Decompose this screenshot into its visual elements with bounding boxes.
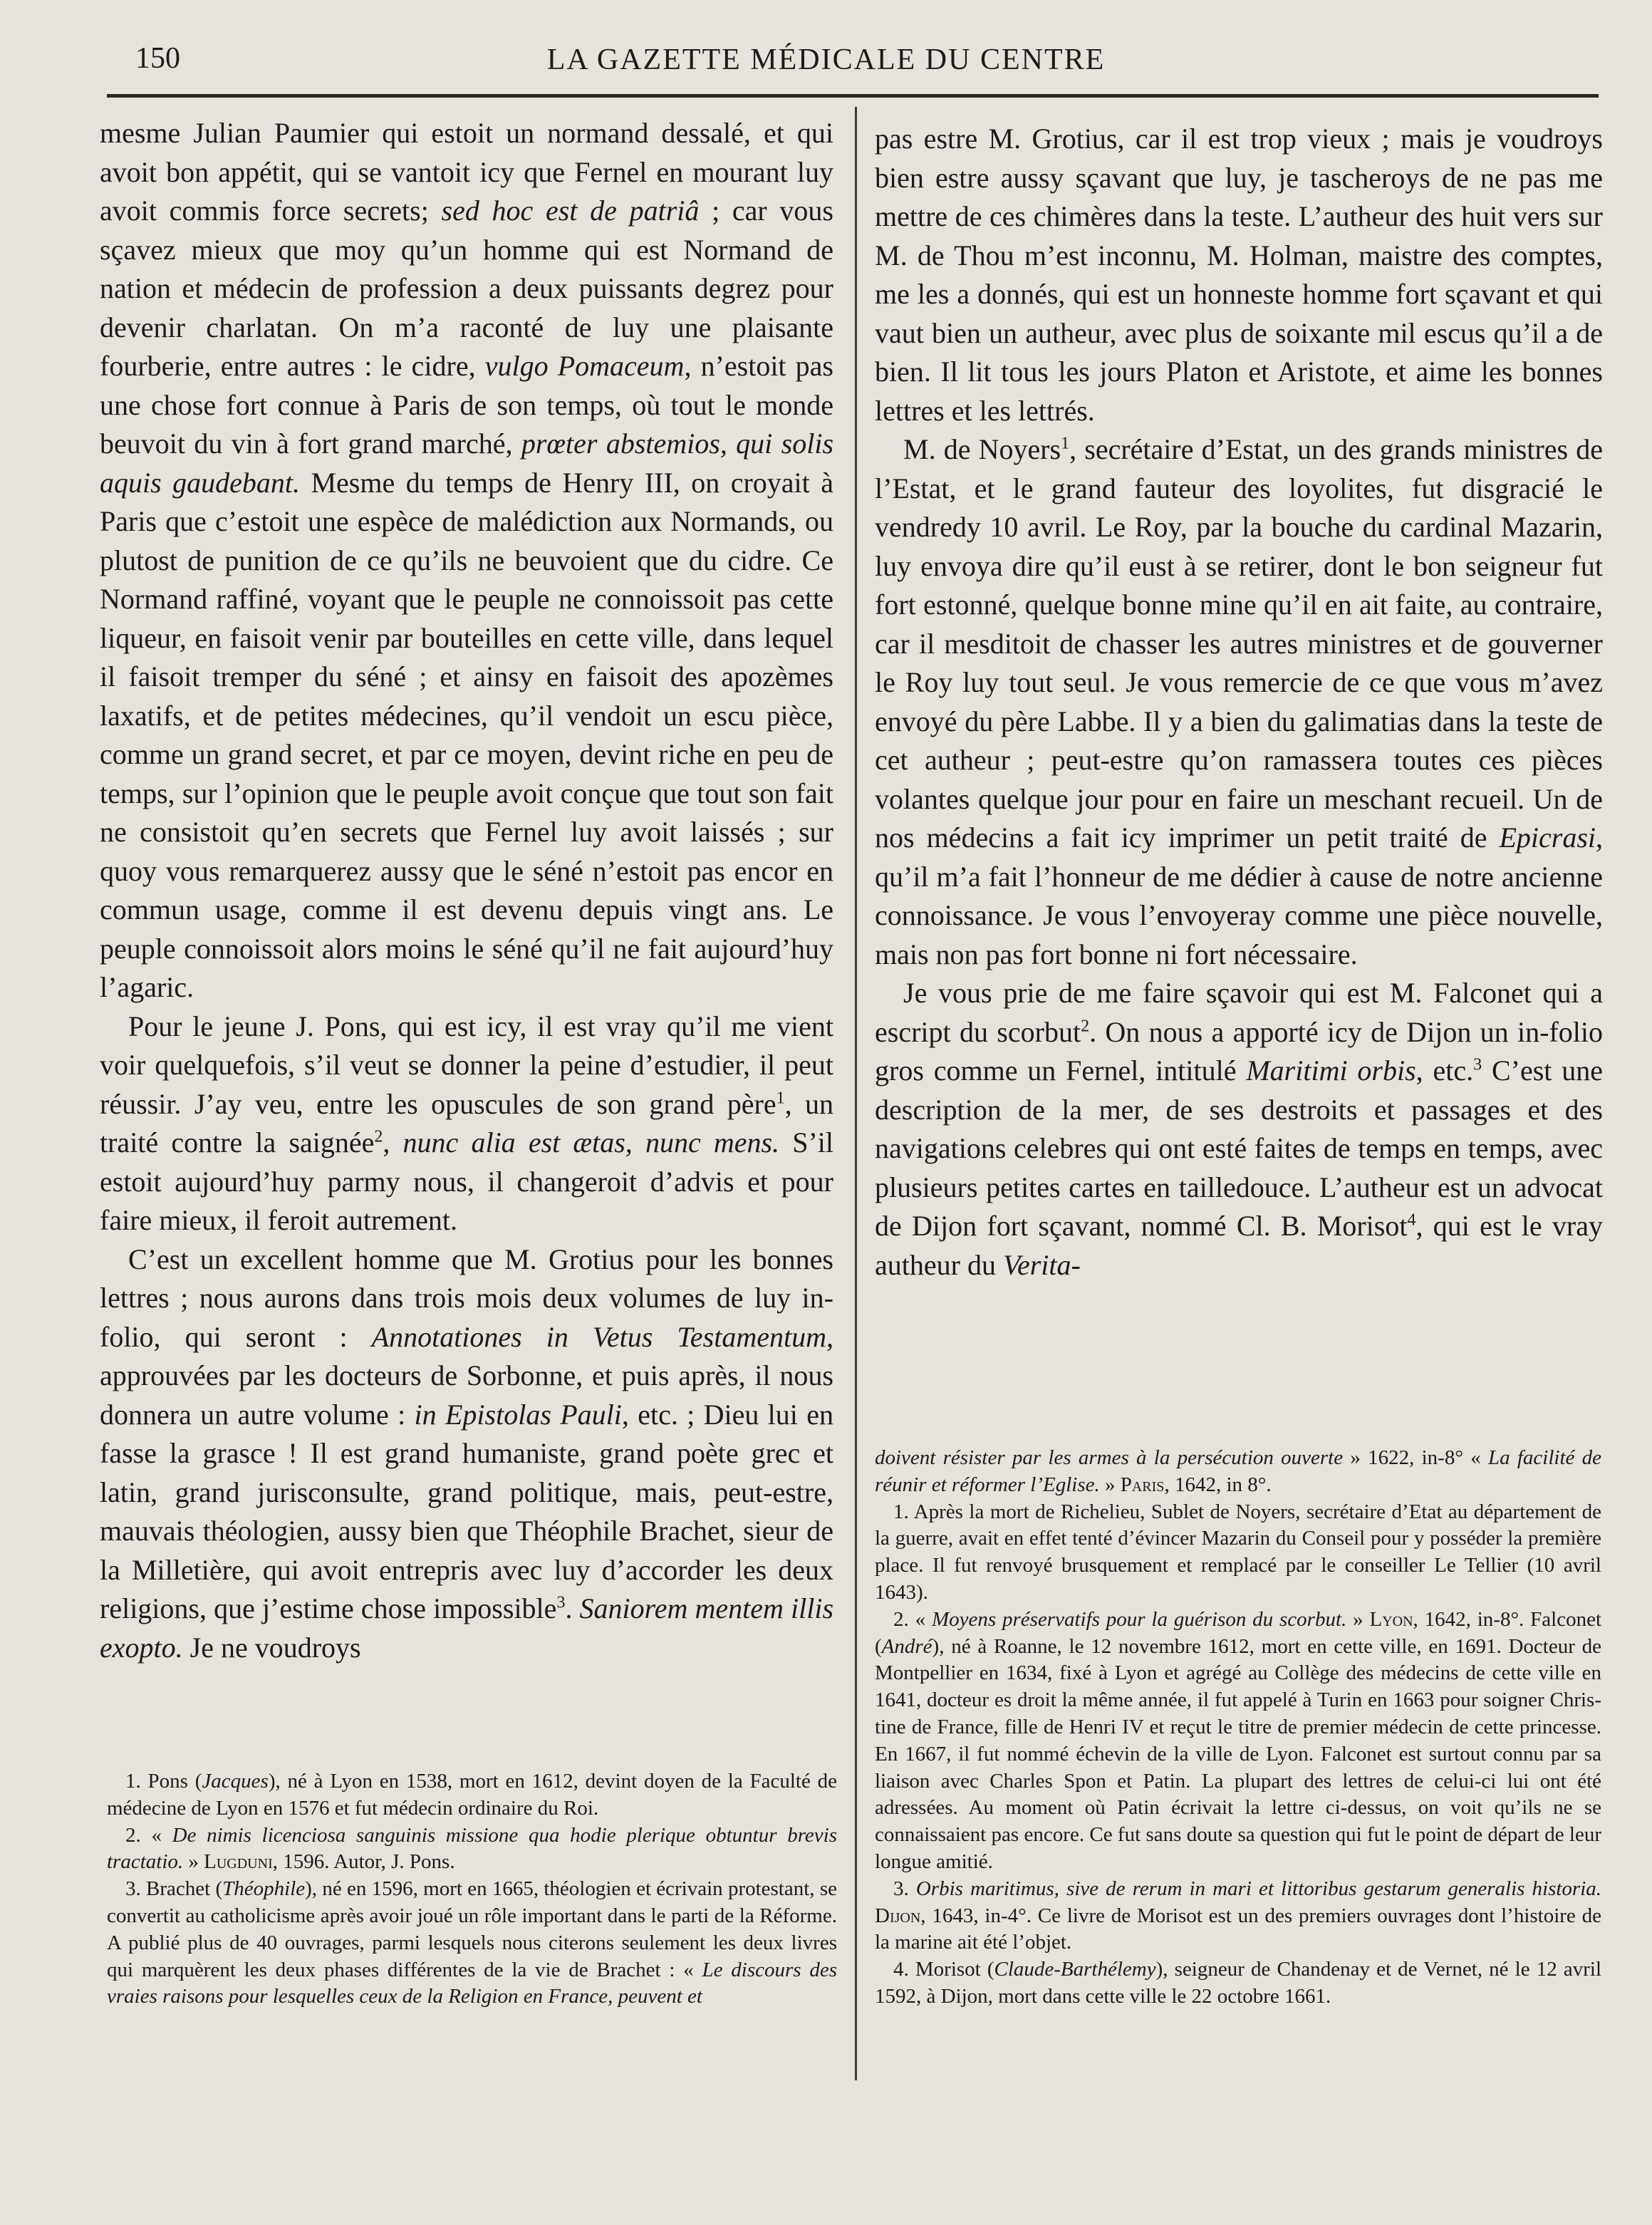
text-run: doivent résister par les armes à la persécution ouverte bbox=[875, 1446, 1344, 1469]
text-run: La facilité de réunir et réformer l’Eglise. bbox=[875, 1446, 1601, 1496]
footnote bbox=[875, 1876, 1601, 1956]
text-run: C’est un excellent homme que M. Grotius pour les bonnes lettres ; nous aurons dans trois mois deux volumes de luy in-folio, qui seront : bbox=[100, 1243, 833, 1353]
footnote bbox=[875, 1445, 1601, 1499]
right-footnotes bbox=[875, 1445, 1601, 2011]
text-run: , approuvées par les docteurs de Sorbonne, et puis après, il nous donnera un autre volume : bbox=[100, 1320, 834, 1431]
text-run: . bbox=[565, 1592, 580, 1624]
column-divider bbox=[855, 107, 857, 2080]
text-run: , 1596. Autor, J. Pons. bbox=[272, 1850, 455, 1874]
text-run: ), né en 1596, mort en 1665, théologien et écrivain protestant, se convertit au catholicisme après avoir joué un rôle important dans le parti de la Réforme. A publié plus de 40 ouvrages, parmi lesquels nous citerons seulement les deux livres qui marquèrent les deux phases différentes de la vie de Brachet : « bbox=[107, 1877, 837, 1981]
text-run: Lugduni bbox=[204, 1850, 273, 1874]
text-run: Saniorem mentem illis exopto. bbox=[100, 1592, 834, 1664]
text-run: Je vous prie de me faire sçavoir qui est M. Falconet qui a escript du scorbut bbox=[875, 977, 1603, 1048]
footnote-marker: 3 bbox=[1473, 1055, 1482, 1074]
text-run: pas estre M. Grotius, car il est trop vieux ; mais je voudroys bien estre aussy sçavant que luy, je tascheroys de ne pas me mettre de ces chimères dans la teste. L’autheur des huit vers sur M. de Thou m’est inconnu, M. Holman, maistre des comptes, me les a donnés, qui est un honneste homme fort sçavant et qui vaut bien un autheur, avec plus de soixante mil escus qu’il a de bien. Il lit tous les jours Platon et Aristote, et aime les bonnes lettres et les lettrés. bbox=[875, 123, 1603, 427]
text-run: vulgo Pomaceum bbox=[484, 350, 685, 382]
text-run: , 1642, in 8°. bbox=[1164, 1473, 1272, 1496]
text-run: Verita- bbox=[1002, 1248, 1081, 1281]
footnote-marker: 4 bbox=[1407, 1210, 1416, 1230]
text-run: » bbox=[1099, 1473, 1121, 1496]
text-run: 3. Brachet ( bbox=[125, 1877, 223, 1901]
text-run: M. de Noyers bbox=[903, 433, 1061, 465]
text-run: C’est une description de la mer, de ses destroits et passages et des navigations celebres qui ont esté faites de temps en temps, avec plusieurs petites cartes en tailledouce. L’autheur est un advocat de Dijon fort sçavant, nommé Cl. B. Morisot bbox=[875, 1054, 1604, 1242]
text-run: ), né à Lyon en 1538, mort en 1612, devint doyen de la Faculté de médecine de Lyon en 1576 et fut médecin ordinaire du Roi. bbox=[107, 1770, 837, 1820]
text-run: prœter abstemios, qui solis aquis gaudebant. bbox=[100, 427, 834, 499]
text-run: , etc. bbox=[1415, 1054, 1474, 1086]
text-run: Orbis maritimus, sive de rerum in mari et littoribus gestarum generalis historia. bbox=[915, 1877, 1601, 1900]
footnote bbox=[875, 1956, 1601, 2011]
text-run: André bbox=[881, 1634, 933, 1658]
footnote bbox=[107, 1768, 837, 1822]
footnote-marker: 2 bbox=[1081, 1017, 1090, 1036]
text-run: S’il estoit aujourd’huy parmy nous, il changeroit d’advis et pour faire mieux, il feroit autrement. bbox=[100, 1126, 834, 1236]
footnote bbox=[107, 1822, 837, 1877]
running-title: LA GAZETTE MÉDICALE DU CENTRE bbox=[546, 43, 1106, 76]
text-run: » 1622, in-8° « bbox=[1343, 1446, 1488, 1469]
text-run: , qu’il m’a fait l’honneur de me dédier à cause de notre ancienne connoissance. Je vous l’envoyeray comme une pièce nouvelle, mais non pas fort bonne ni fort nécessaire. bbox=[875, 821, 1603, 970]
text-run: Maritimi orbis bbox=[1246, 1054, 1416, 1086]
text-run: ), seigneur de Chandenay et de Vernet, né le 12 avril 1592, à Dijon, mort dans cette ville le 22 octobre 1661. bbox=[875, 1958, 1601, 2008]
paragraph bbox=[100, 114, 833, 1007]
text-run: in Epistolas Pauli bbox=[414, 1398, 622, 1431]
paragraph bbox=[100, 1007, 833, 1240]
footnote-marker: 3 bbox=[556, 1593, 566, 1612]
footnote bbox=[107, 1876, 837, 2011]
text-run: nunc alia est ætas, nunc mens. bbox=[402, 1126, 780, 1158]
text-run: ; car vous sçavez mieux que moy qu’un homme qui est Normand de nation et médecin de profession a deux puissants degrez pour devenir charlatan. On m’a raconté de luy une plaisante fourberie, entre autres : le cidre, bbox=[100, 195, 833, 382]
text-run: 1. Après la mort de Richelieu, Sublet de Noyers, secrétaire d’Etat au département de la guerre, avait en effet tenté d’évincer Mazarin du Conseil pour y posséder la première place. Il fut renvoyé brusquement et remplacé par le conseiller Le Tellier (10 avril 1643). bbox=[875, 1500, 1601, 1604]
text-run: 1. Pons ( bbox=[125, 1770, 202, 1793]
text-run: Le discours des vraies raisons pour lesquelles ceux de la Religion en France, peuvent et bbox=[107, 1958, 837, 2008]
text-run: Lyon bbox=[1369, 1607, 1413, 1631]
text-run: » bbox=[1346, 1607, 1370, 1631]
text-run: . On nous a apporté icy de Dijon un in-folio gros comme un Fernel, intitulé bbox=[875, 1015, 1603, 1086]
text-run: ), né à Roanne, le 12 novembre 1612, mort en cette ville, en 1691. Docteur de Montpellier en 1634, fixé à Lyon et agrégé au Collège des médecins de cette ville en 1641, docteur es droit la même année, il fut appelé à Turin en 1663 pour soigner Christine de France, fille de Henri IV et reçut le titre de premier médecin de cette princesse. En 1667, il fut nommé échevin de la ville de Lyon. Falconet est surtout connu par sa liaison avec Charles Spon et Patin. La plupart des lettres de celui-ci lui ont été adressées. Au moment où Patin écrivait la lettre ci-dessus, on voit qu’ils ne se connaissaient pas encore. Ce fut sans doute sa question qui fut le point de départ de leur longue amitié. bbox=[875, 1634, 1601, 1873]
right-column bbox=[875, 120, 1603, 1285]
text-run: , etc. ; Dieu lui en fasse la grasce ! Il est grand humaniste, grand poète grec et latin, grand jurisconsulte, grand politique, mais, peut-estre, mauvais théologien, aussy bien que Théophile Brachet, sieur de la Milletière, qui avoit entrepris avec luy d’accorder les deux religions, que j’estime chose impossible bbox=[100, 1398, 833, 1624]
text-run: , un traité contre la saignée bbox=[100, 1087, 834, 1158]
text-run: , 1643, in-4°. Ce livre de Morisot est un des premiers ouvrages dont l’histoire de la marine ait été l’objet. bbox=[875, 1904, 1601, 1954]
page-number: 150 bbox=[135, 42, 180, 75]
footnote-marker: 2 bbox=[374, 1127, 383, 1146]
footnote bbox=[875, 1607, 1601, 1876]
text-run: De nimis licenciosa sanguinis missione qua hodie plerique obtuntur brevis tractatio. bbox=[107, 1823, 837, 1874]
text-run: Epicrasi bbox=[1499, 821, 1596, 854]
text-run: Mesme du temps de Henry III, on croyait à Paris que c’estoit une espèce de malédiction aux Normands, ou plutost de punition de ce qu’ils ne beuvoient que du cidre. Ce Normand raffiné, voyant que le peuple ne connoissoit pas cette liqueur, en faisoit venir par bouteilles en cette ville, dans lequel il faisoit tremper du séné ; et ainsy en faisoit des apozèmes laxatifs, et de petites médecines, qu’il vendoit un escu pièce, comme un grand secret, et par ce moyen, devint riche en peu de temps, sur l’opinion que le peuple avoit conçue que tout son fait ne consistoit qu’en secrets que Fernel luy avoit laissés ; sur quoy vous remarquerez aussy que le séné n’estoit pas encor en commun usage, comme il est devenu depuis vingt ans. Le peuple connoissoit alors moins le séné qu’il ne fait aujourd’huy l’agaric. bbox=[100, 466, 833, 1003]
text-run: sed hoc est de patriâ bbox=[441, 195, 700, 227]
paragraph bbox=[875, 974, 1603, 1285]
footnote-marker: 1 bbox=[1061, 434, 1070, 453]
text-run: Pour le jeune J. Pons, qui est icy, il est vray qu’il me vient voir quelquefois, s’il veut se donner la peine d’estudier, il peut réussir. J’ay veu, entre les opuscules de son grand père bbox=[100, 1010, 833, 1120]
text-run: 2. « bbox=[125, 1823, 172, 1847]
text-run: , n’estoit pas une chose fort connue à Paris de son temps, où tout le monde beuvoit du vin à fort grand marché, bbox=[100, 350, 833, 460]
text-run: Moyens préservatifs pour la guérison du scorbut. bbox=[931, 1607, 1347, 1631]
footnote bbox=[875, 1499, 1601, 1607]
paragraph bbox=[875, 430, 1603, 974]
paragraph bbox=[100, 1240, 833, 1668]
text-run: Dijon bbox=[875, 1904, 921, 1927]
text-run: Annotationes in Vetus Testamentum bbox=[371, 1320, 827, 1353]
left-footnotes bbox=[107, 1768, 837, 2011]
text-run: , qui est le vray autheur du bbox=[875, 1210, 1603, 1281]
text-run: Jacques bbox=[202, 1770, 269, 1793]
text-run: Claude-Barthélemy bbox=[994, 1958, 1156, 1981]
header-rule bbox=[107, 94, 1599, 98]
text-run: , secrétaire d’Estat, un des grands ministres de l’Estat, et le grand fauteur des loyolites, fut disgracié le vendredy 10 avril. Le Roy, par la bouche du cardinal Mazarin, luy envoya dire qu’il eust à se retirer, dont le bon seigneur fut fort estonné, quelque bonne mine qu’il en ait faite, au contraire, car il mesditoit de chasser les autres ministres et de gouverner le Roy luy tout seul. Je vous remercie de ce que vous m’avez envoyé du père Labbe. Il y a bien du galimatias dans la teste de cet autheur ; peut-estre qu’on ramassera toutes ces pièces volantes quelque jour pour en faire un meschant recueil. Un de nos médecins a fait icy imprimer un petit traité de bbox=[875, 433, 1603, 854]
text-run: Paris bbox=[1120, 1473, 1165, 1496]
footnote-marker: 1 bbox=[776, 1089, 785, 1108]
paragraph bbox=[875, 120, 1603, 430]
text-run: 4. Morisot ( bbox=[893, 1958, 994, 1981]
text-run: , bbox=[383, 1126, 403, 1158]
text-run: 2. « bbox=[893, 1607, 932, 1631]
text-run: » bbox=[183, 1850, 204, 1874]
text-run: Théophile bbox=[222, 1877, 306, 1901]
text-run: Je ne voudroys bbox=[182, 1631, 361, 1664]
text-run: 3. bbox=[893, 1877, 916, 1900]
text-run: mesme Julian Paumier qui estoit un normand dessalé, et qui avoit bon appétit, qui se vantoit icy que Fernel en mourant luy avoit commis force secrets; bbox=[100, 117, 833, 227]
left-column bbox=[100, 114, 833, 1667]
text-run: , 1642, in-8°. Falconet ( bbox=[875, 1607, 1602, 1658]
